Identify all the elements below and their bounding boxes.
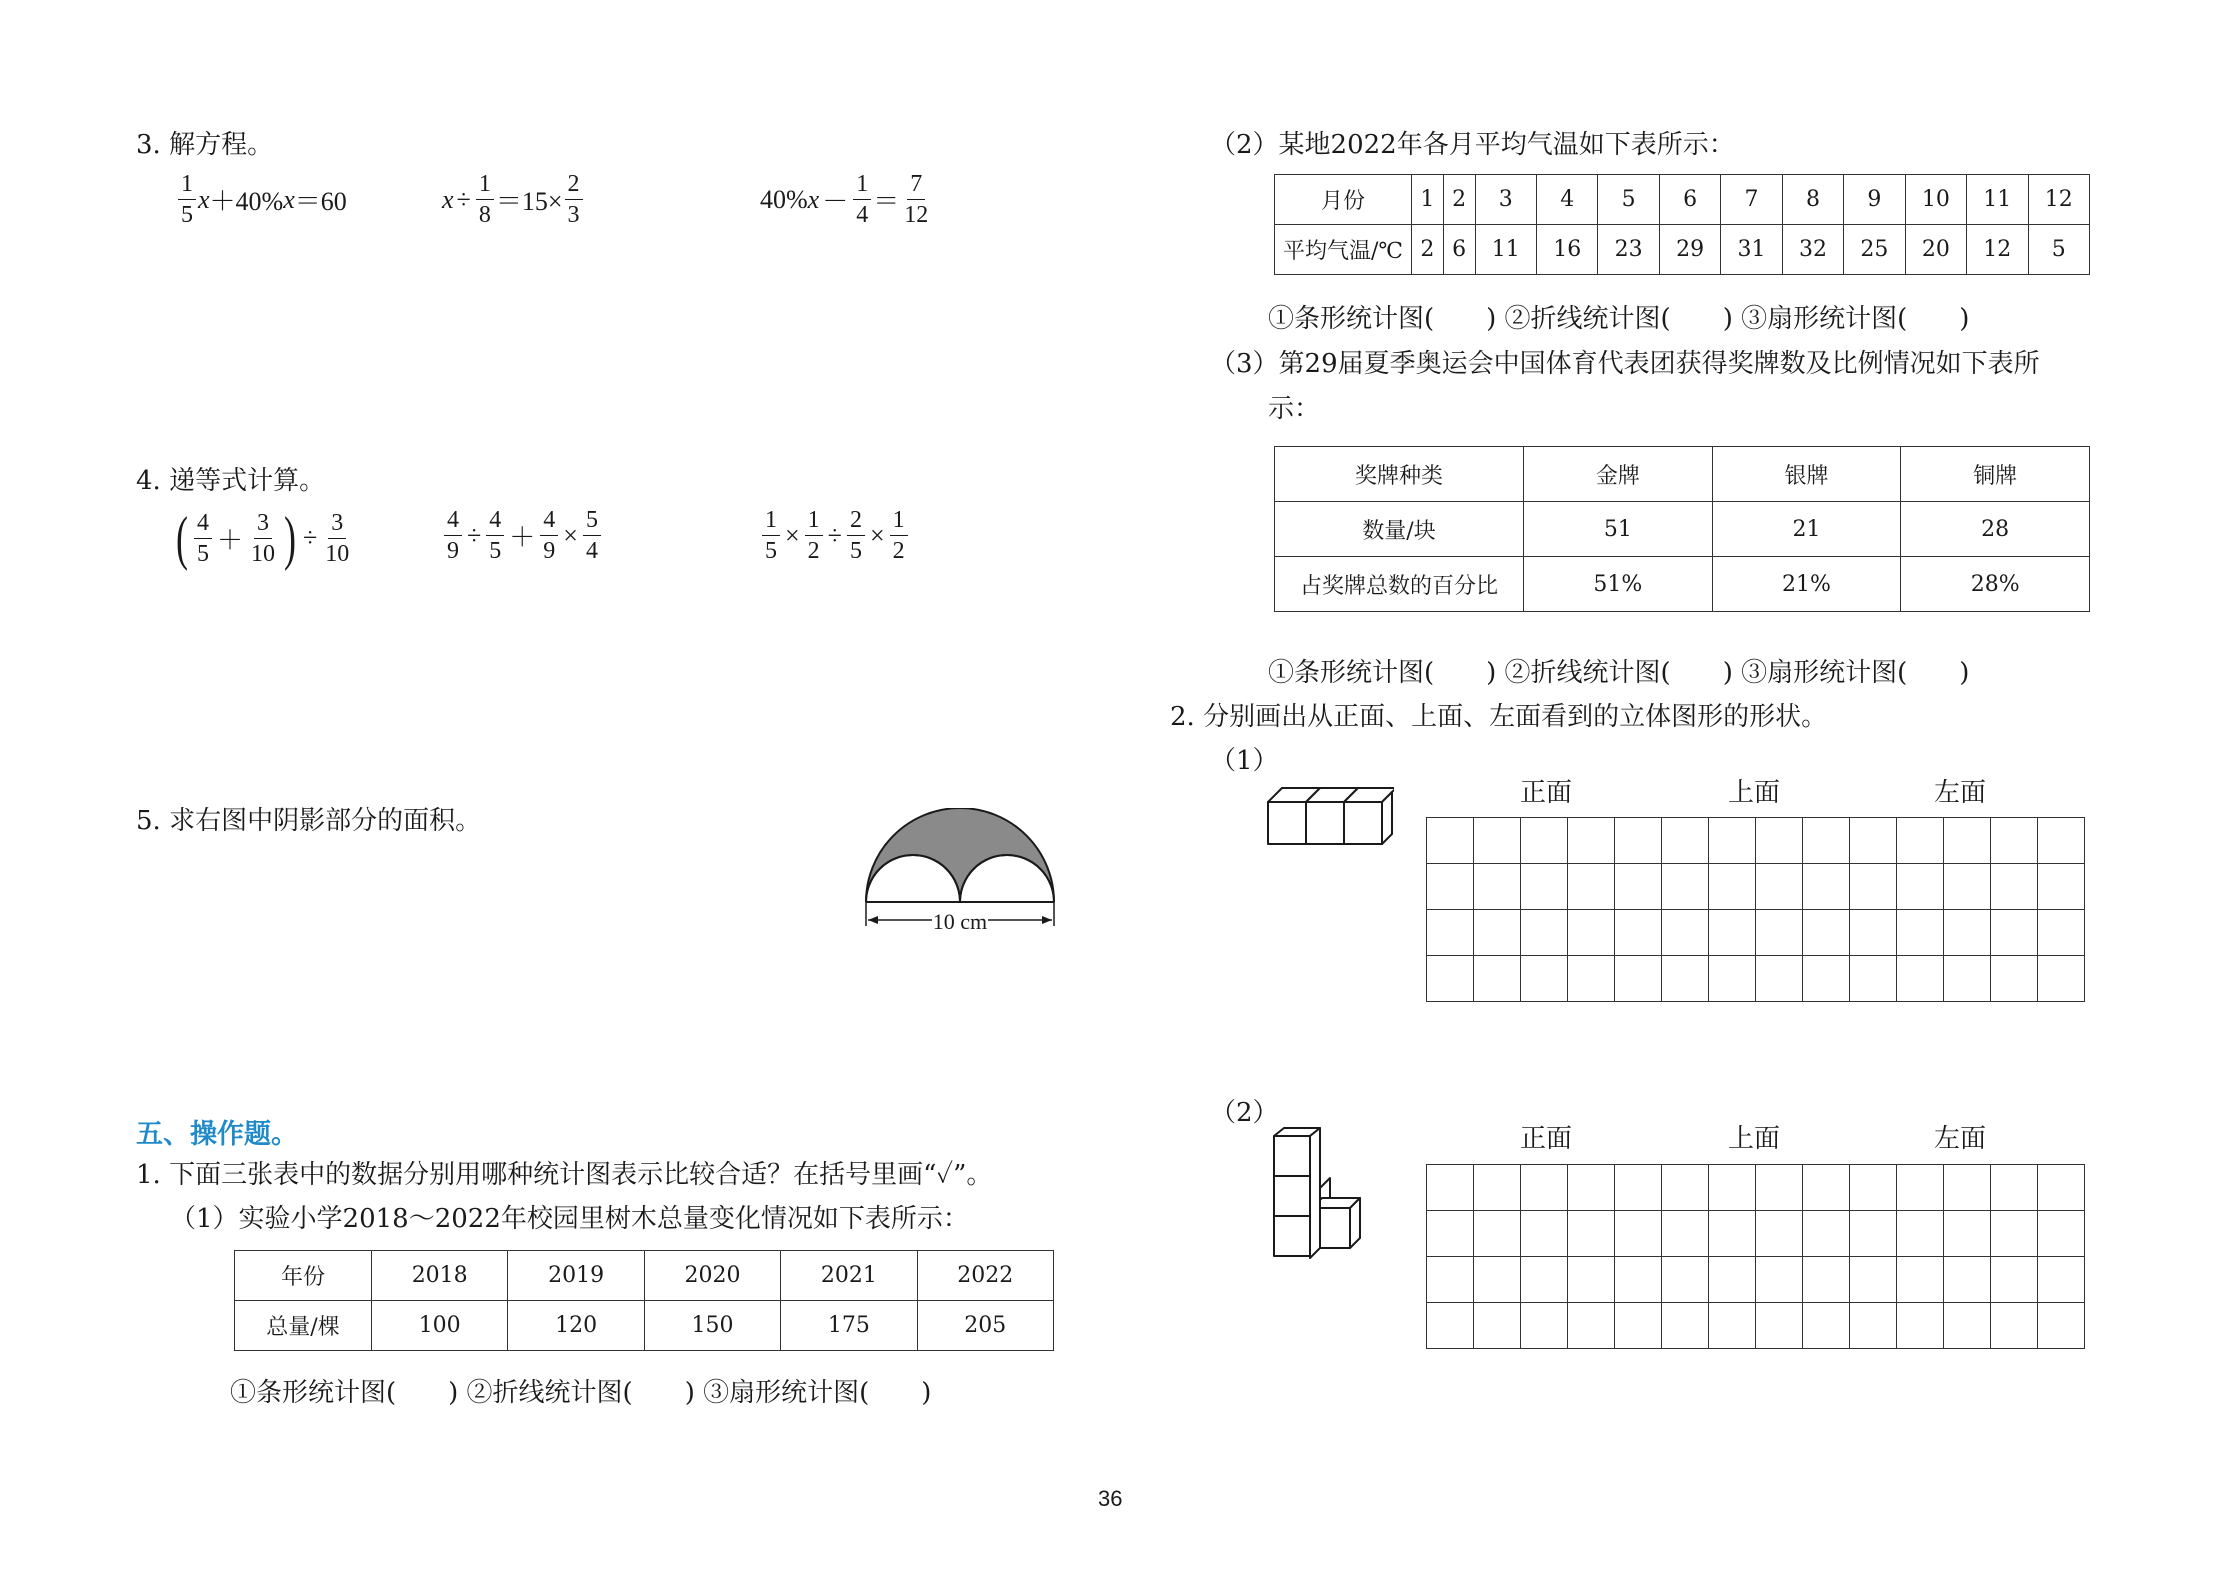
table-header: 月份	[1275, 175, 1412, 225]
table-cell: 12	[1967, 225, 2028, 275]
table-cell: 51%	[1524, 557, 1713, 612]
view-label-front: 正面	[1520, 1124, 1573, 1154]
table-cell: 150	[644, 1301, 780, 1351]
view-label-front: 正面	[1520, 778, 1573, 808]
table-cell: 5	[2028, 225, 2090, 275]
shaded-semicircle-figure	[860, 808, 1060, 938]
table-cell: 25	[1844, 225, 1905, 275]
table-header: 1	[1412, 175, 1444, 225]
p2-chart-options[interactable]: ①条形统计图( ) ②折线统计图( ) ③扇形统计图( )	[1268, 304, 1970, 334]
table-header: 2	[1443, 175, 1475, 225]
table-cell: 2	[1412, 225, 1444, 275]
s5-p2-title: （2）某地2022年各月平均气温如下表所示：	[1210, 130, 1735, 160]
s5-p3-title-line2: 示：	[1268, 394, 1321, 424]
drawing-grid-1[interactable]	[1426, 817, 2085, 1002]
view-label-left: 左面	[1934, 778, 1987, 808]
table-header: 银牌	[1712, 447, 1901, 502]
table-header: 12	[2028, 175, 2090, 225]
table-cell: 51	[1524, 502, 1713, 557]
s5-q2-title: 2. 分别画出从正面、上面、左面看到的立体图形的形状。	[1170, 702, 1828, 732]
view-label-top: 上面	[1728, 778, 1781, 808]
q2-part2-label: （2）	[1210, 1098, 1279, 1128]
table-cell: 数量/块	[1275, 502, 1524, 557]
table-header: 4	[1537, 175, 1598, 225]
q3-title: 3. 解方程。	[136, 130, 274, 160]
table-header: 2020	[644, 1251, 780, 1301]
table-header: 8	[1782, 175, 1843, 225]
table-header: 奖牌种类	[1275, 447, 1524, 502]
table-cell: 16	[1537, 225, 1598, 275]
temperature-table	[1274, 174, 2090, 275]
table-header: 7	[1721, 175, 1782, 225]
table-cell: 总量/棵	[235, 1301, 372, 1351]
medal-table	[1274, 446, 2090, 612]
table-header: 2019	[508, 1251, 644, 1301]
table-cell: 120	[508, 1301, 644, 1351]
table-header: 3	[1475, 175, 1536, 225]
table-cell: 205	[917, 1301, 1053, 1351]
q2-part1-label: （1）	[1210, 746, 1279, 776]
cube-stack-figure	[1264, 1126, 1374, 1266]
table-header: 10	[1905, 175, 1966, 225]
q3-equation-2: x ÷ $\frac{1}{8}$ ＝15× $\frac{2}{3}$	[442, 172, 585, 227]
cube-front	[1274, 1176, 1310, 1216]
table-cell: 23	[1598, 225, 1659, 275]
p1-chart-options[interactable]: ①条形统计图( ) ②折线统计图( ) ③扇形统计图( )	[230, 1378, 932, 1408]
table-cell: 6	[1443, 225, 1475, 275]
table-cell: 占奖牌总数的百分比	[1275, 557, 1524, 612]
cube-front	[1274, 1136, 1310, 1176]
dimension-label: 10 cm	[932, 909, 988, 934]
s5-p1-title: （1）实验小学2018～2022年校园里树木总量变化情况如下表所示：	[170, 1204, 969, 1234]
cube-side	[1350, 1198, 1360, 1248]
cube-front	[1344, 802, 1382, 844]
s5-p3-title-line1: （3）第29届夏季奥运会中国体育代表团获得奖牌数及比例情况如下表所	[1210, 349, 2040, 379]
q4-expression-2: $\frac{4}{9}$ ÷ $\frac{4}{5}$ ＋ $\frac{4}{9}$ × $\frac{5}{4}$	[442, 508, 603, 563]
s5-q1-title: 1. 下面三张表中的数据分别用哪种统计图表示比较合适？在括号里画“✓”。	[136, 1160, 993, 1190]
q4-expression-1: ( $\frac{4}{5}$ ＋ $\frac{3}{10}$ ) ÷ $\frac{3}{10}$	[175, 505, 350, 571]
view-label-left: 左面	[1934, 1124, 1987, 1154]
table-cell: 32	[1782, 225, 1843, 275]
page-number: 36	[1098, 1486, 1123, 1511]
table-header: 年份	[235, 1251, 372, 1301]
drawing-grid-2[interactable]	[1426, 1164, 2085, 1349]
q4-title: 4. 递等式计算。	[136, 466, 326, 496]
table-cell: 20	[1905, 225, 1966, 275]
table-cell: 21	[1712, 502, 1901, 557]
cube-side	[1310, 1128, 1320, 1258]
table-cell: 11	[1475, 225, 1536, 275]
table-cell: 31	[1721, 225, 1782, 275]
table-cell: 175	[781, 1301, 917, 1351]
tree-count-table	[234, 1250, 1054, 1351]
q5-title: 5. 求右图中阴影部分的面积。	[136, 806, 482, 836]
table-header: 9	[1844, 175, 1905, 225]
table-header: 金牌	[1524, 447, 1713, 502]
table-header: 2022	[917, 1251, 1053, 1301]
table-header: 6	[1659, 175, 1720, 225]
section-heading: 五、操作题。	[136, 1119, 298, 1150]
table-header: 2021	[781, 1251, 917, 1301]
table-cell: 28	[1901, 502, 2090, 557]
cube-front	[1274, 1216, 1310, 1256]
table-header: 铜牌	[1901, 447, 2090, 502]
table-cell: 平均气温/℃	[1275, 225, 1412, 275]
shaded-region	[866, 808, 1054, 902]
table-cell: 21%	[1712, 557, 1901, 612]
cube-row-figure	[1264, 780, 1394, 848]
q3-equation-3: 40% x － $\frac{1}{4}$ ＝ $\frac{7}{12}$	[760, 171, 929, 228]
cube-front	[1306, 802, 1344, 844]
table-header: 11	[1967, 175, 2028, 225]
p3-chart-options[interactable]: ①条形统计图( ) ②折线统计图( ) ③扇形统计图( )	[1268, 658, 1970, 688]
table-header: 5	[1598, 175, 1659, 225]
q4-expression-3: $\frac{1}{5}$ × $\frac{1}{2}$ ÷ $\frac{2}{5}$ × $\frac{1}{2}$	[760, 508, 910, 563]
table-cell: 100	[372, 1301, 508, 1351]
q3-equation-1: $\frac{1}{5}$ x ＋40% x ＝60	[176, 172, 347, 227]
cube-front	[1268, 802, 1306, 844]
arrow-right-icon	[1042, 916, 1052, 924]
arrow-left-icon	[868, 916, 878, 924]
table-header: 2018	[372, 1251, 508, 1301]
table-cell: 28%	[1901, 557, 2090, 612]
cube-side	[1382, 792, 1392, 844]
table-cell: 29	[1659, 225, 1720, 275]
view-label-top: 上面	[1728, 1124, 1781, 1154]
